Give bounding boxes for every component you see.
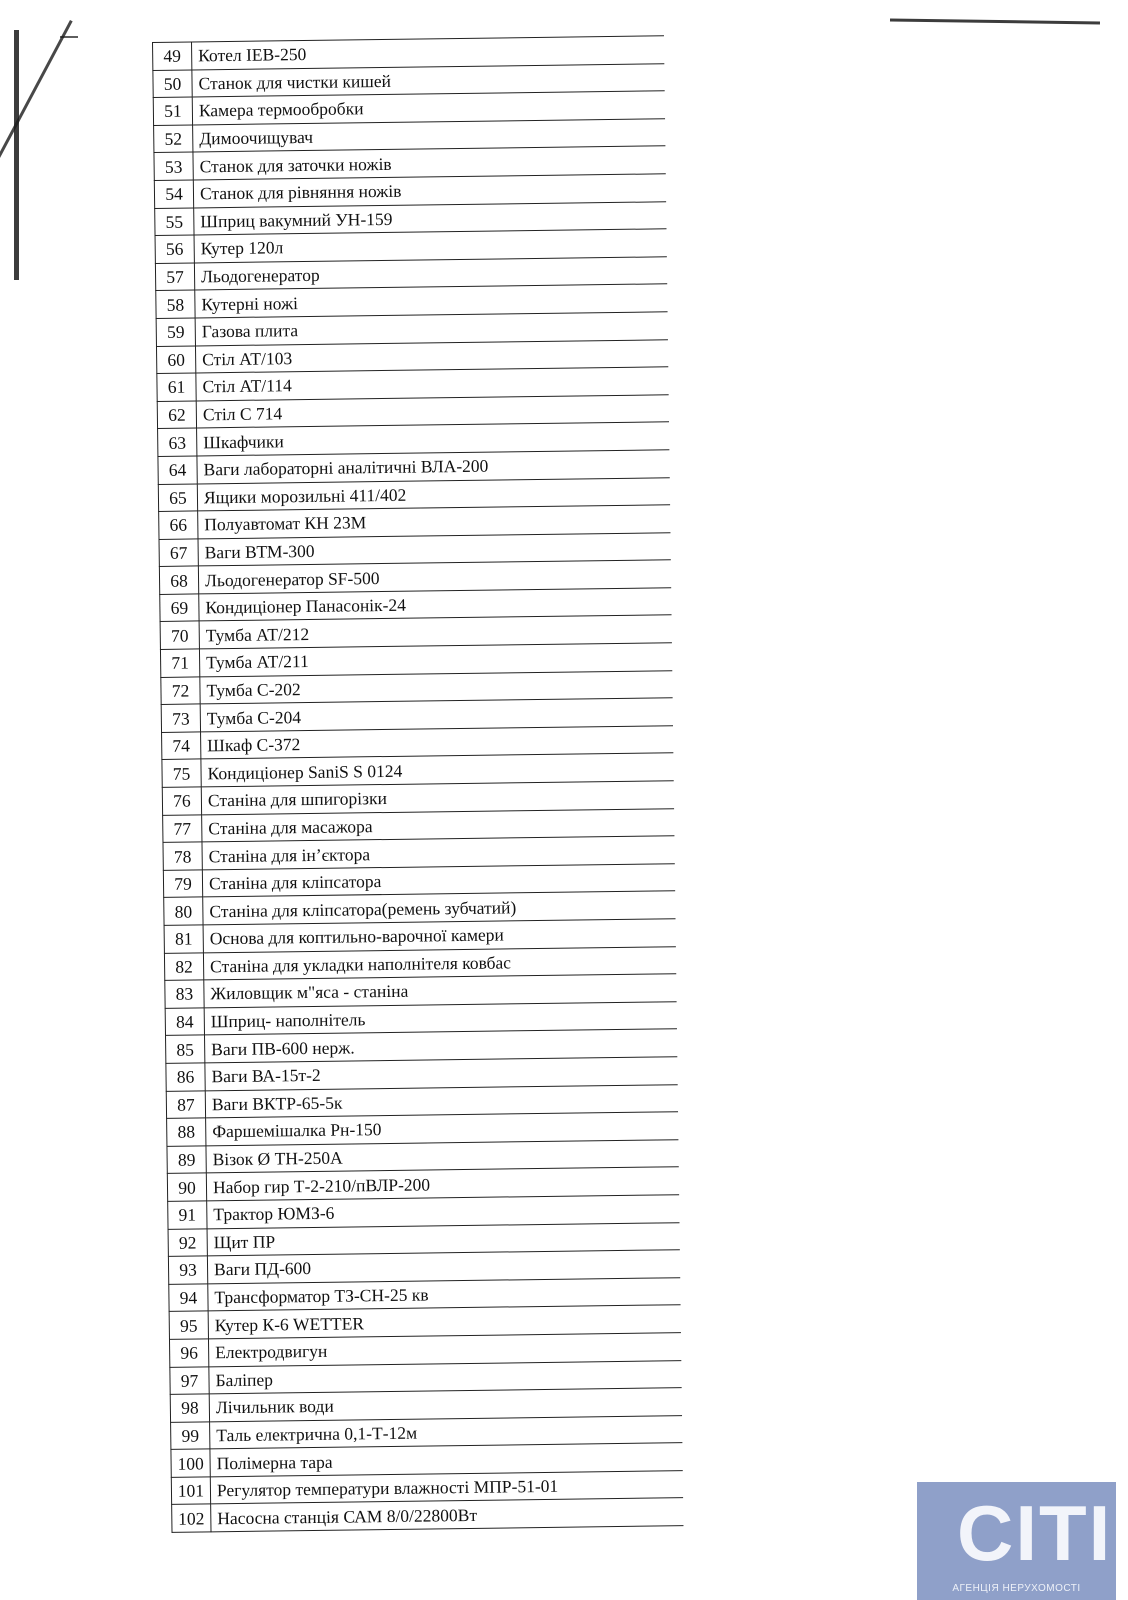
item-name: Димоочищувач: [193, 119, 666, 153]
item-name: Камера термообробки: [192, 91, 665, 125]
item-name: Тумба АТ/211: [199, 643, 672, 677]
item-name: Стіл АТ/103: [195, 339, 668, 373]
row-number: 54: [154, 180, 193, 208]
item-name: Кутерні ножі: [195, 284, 668, 318]
item-name: Таль електрична 0,1-Т-12м: [210, 1415, 683, 1449]
item-name: Ваги ПВ-600 нерж.: [205, 1029, 678, 1063]
item-name: Тумба С-202: [200, 670, 673, 704]
item-name: Полуавтомат КН 23М: [198, 505, 671, 539]
row-number: 57: [155, 263, 194, 291]
row-number: 56: [155, 235, 194, 263]
item-name: Основа для коптильно-варочної камери: [203, 919, 676, 953]
scan-edge-mark-left: [14, 30, 19, 280]
row-number: 68: [159, 566, 198, 594]
item-name: Ваги ВТМ-300: [198, 532, 671, 566]
scan-diagonal-stroke: [0, 20, 73, 260]
row-number: 76: [162, 787, 201, 815]
row-number: 77: [163, 815, 202, 843]
item-name: Станіна для кліпсатора(ремень зубчатий): [203, 891, 676, 925]
item-name: Кондиціонер Панасонік-24: [199, 588, 672, 622]
row-number: 67: [159, 539, 198, 567]
row-number: 88: [167, 1118, 206, 1146]
logo-subtitle: АГЕНЦІЯ НЕРУХОМОСТІ: [952, 1583, 1081, 1594]
item-name: Котел IEB-250: [192, 36, 665, 70]
row-number: 70: [160, 621, 199, 649]
row-number: 97: [170, 1366, 209, 1394]
item-name: Станіна для масажора: [202, 808, 675, 842]
row-number: 66: [159, 511, 198, 539]
item-name: Кутер 120л: [194, 229, 667, 263]
item-name: Регулятор температури влажності МПР-51-01: [210, 1471, 683, 1505]
row-number: 50: [153, 70, 192, 98]
item-name: Ваги ВА-15т-2: [205, 1057, 678, 1091]
item-name: Кондиціонер SaniS S 0124: [201, 753, 674, 787]
watermark-logo: [917, 1482, 1116, 1600]
item-name: Ваги ВКТР-65-5к: [205, 1084, 678, 1118]
item-name: Шкафчики: [197, 422, 670, 456]
row-number: 98: [170, 1394, 209, 1422]
scan-top-right-line: [890, 19, 1100, 25]
row-number: 102: [172, 1504, 211, 1532]
row-number: 79: [163, 870, 202, 898]
item-name: Станіна для укладки наполнітеля ковбас: [203, 946, 676, 980]
row-number: 73: [161, 704, 200, 732]
item-name: Жиловщик м"яса - станіна: [204, 974, 677, 1008]
item-name: Станок для рівняння ножів: [193, 174, 666, 208]
row-number: 51: [153, 97, 192, 125]
item-name: Тумба С-204: [200, 698, 673, 732]
row-number: 71: [160, 649, 199, 677]
row-number: 78: [163, 842, 202, 870]
item-name: Ваги ПД-600: [207, 1250, 680, 1284]
row-number: 93: [168, 1256, 207, 1284]
row-number: 62: [157, 401, 196, 429]
row-number: 55: [155, 208, 194, 236]
item-name: Насосна станція САМ 8/0/22800Вт: [211, 1498, 684, 1532]
row-number: 95: [169, 1311, 208, 1339]
item-name: Льодогенератор: [194, 257, 667, 291]
row-number: 65: [158, 483, 197, 511]
item-name: Баліпер: [209, 1360, 682, 1394]
row-number: 94: [169, 1284, 208, 1312]
item-name: Льодогенератор SF-500: [198, 560, 671, 594]
item-name: Станіна для шпигорізки: [201, 781, 674, 815]
row-number: 84: [165, 1008, 204, 1036]
row-number: 64: [158, 456, 197, 484]
row-number: 80: [164, 897, 203, 925]
row-number: 69: [160, 594, 199, 622]
row-number: 52: [154, 125, 193, 153]
row-number: 99: [171, 1422, 210, 1450]
item-name: Газова плита: [195, 312, 668, 346]
row-number: 61: [157, 373, 196, 401]
row-number: 86: [166, 1063, 205, 1091]
item-name: Шприц- наполнітель: [204, 1001, 677, 1035]
item-name: Набор гир Т-2-210/пВЛР-200: [206, 1167, 679, 1201]
row-number: 72: [161, 677, 200, 705]
row-number: 96: [169, 1339, 208, 1367]
row-number: 90: [167, 1173, 206, 1201]
row-number: 91: [168, 1201, 207, 1229]
table-row: [172, 1498, 684, 1532]
row-number: 63: [158, 428, 197, 456]
row-number: 75: [162, 759, 201, 787]
row-number: 60: [156, 345, 195, 373]
item-name: Шприц вакумний УН-159: [194, 201, 667, 235]
item-name: Станок для заточки ножів: [193, 146, 666, 180]
item-name: Ящики морозильні 411/402: [197, 477, 670, 511]
item-name: Трансформатор ТЗ-СН-25 кв: [208, 1277, 681, 1311]
item-name: Тумба АТ/212: [199, 615, 672, 649]
item-name: Полімерна тара: [210, 1443, 683, 1477]
row-number: 100: [171, 1449, 210, 1477]
row-number: 53: [154, 152, 193, 180]
item-name: Стіл С 714: [196, 394, 669, 428]
logo-text: CITI: [957, 1489, 1113, 1577]
row-number: 87: [166, 1090, 205, 1118]
item-name: Станіна для ін’єктора: [202, 836, 675, 870]
row-number: 58: [156, 290, 195, 318]
item-name: Візок Ø ТН-250А: [206, 1139, 679, 1173]
row-number: 82: [164, 952, 203, 980]
row-number: 85: [166, 1035, 205, 1063]
item-name: Кутер К-6 WETTER: [208, 1305, 681, 1339]
item-name: Ваги лабораторні аналітичні ВЛА-200: [197, 450, 670, 484]
item-name: Шкаф С-372: [201, 726, 674, 760]
item-name: Станіна для кліпсатора: [202, 864, 675, 898]
scan-dash-left: [60, 36, 78, 38]
item-name: Стіл АТ/114: [196, 367, 669, 401]
row-number: 101: [171, 1477, 210, 1505]
item-name: Трактор ЮМЗ-6: [207, 1195, 680, 1229]
inventory-table: [152, 35, 683, 1533]
row-number: 81: [164, 925, 203, 953]
row-number: 89: [167, 1146, 206, 1174]
item-name: Щит ПР: [207, 1222, 680, 1256]
item-name: Електродвигун: [208, 1333, 681, 1367]
item-name: Станок для чистки кишей: [192, 63, 665, 97]
row-number: 74: [162, 732, 201, 760]
item-name: Фаршемішалка Рн-150: [206, 1112, 679, 1146]
row-number: 92: [168, 1228, 207, 1256]
row-number: 59: [156, 318, 195, 346]
row-number: 49: [153, 42, 192, 70]
row-number: 83: [165, 980, 204, 1008]
item-name: Лічильник води: [209, 1388, 682, 1422]
